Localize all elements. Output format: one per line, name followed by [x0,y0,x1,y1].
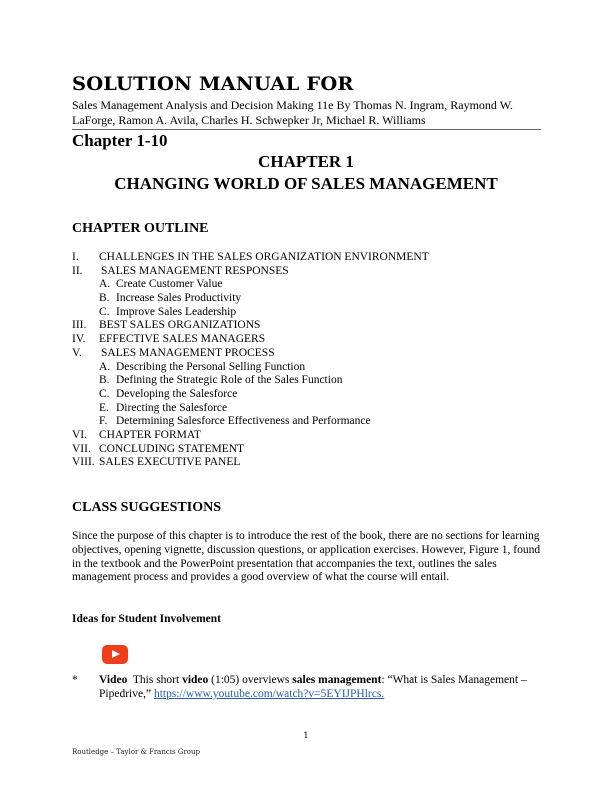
outline-item-number: VIII. [72,456,95,469]
outline-subitem-text: Determining Salesforce Effectiveness and Performance [116,415,371,428]
video-text: (1:05) overviews [208,674,293,686]
class-suggestions-heading: CLASS SUGGESTIONS [72,500,222,515]
outline-item-text: SALES EXECUTIVE PANEL [99,456,241,469]
outline-item-number: II. [72,264,83,277]
outline-subitem [72,278,542,292]
chapter-range: Chapter 1-10 [72,131,168,150]
outline-item [72,251,542,265]
video-text-bold: sales management [292,674,382,686]
video-text: : “What is Sales Management – Pipedrive,” [99,674,527,700]
outline-item [72,333,542,347]
header-divider [72,129,541,130]
outline-item-number: IV. [72,333,86,346]
chapter-outline [72,251,542,470]
outline-item-text: CHAPTER FORMAT [99,428,201,441]
outline-item [72,443,542,457]
outline-subitem-letter: B. [99,292,110,305]
outline-subitem [72,292,542,306]
outline-item-text: EFFECTIVE SALES MANAGERS [99,333,266,346]
outline-item-number: V. [72,346,82,359]
outline-subitem-text: Improve Sales Leadership [116,305,237,318]
outline-item-number: I. [72,251,79,263]
youtube-play-icon[interactable] [102,645,128,664]
outline-subitem-text: Defining the Strategic Role of the Sales Function [116,374,343,387]
book-info: Sales Management Analysis and Decision Making 11e By Thomas N. Ingram, Raymond W. LaForge, Ramon A. Avila, Charles H. Schwepker Jr, Michael R. Williams [72,98,513,127]
outline-item-text: SALES MANAGEMENT RESPONSES [101,264,289,277]
outline-item [72,456,542,470]
outline-item-text: BEST SALES ORGANIZATIONS [99,319,261,332]
outline-subitem-letter: A. [99,360,111,373]
video-text-bold: video [182,674,209,686]
outline-subitem-letter: A. [99,278,111,291]
outline-heading: CHAPTER OUTLINE [72,221,209,236]
chapter-title: CHANGING WORLD OF SALES MANAGEMENT [114,174,498,193]
video-link[interactable]: https://www.youtube.com/watch?v=5EYIJPHlrcs. [153,688,385,700]
outline-item-text: SALES MANAGEMENT PROCESS [101,346,275,359]
outline-item [72,319,542,333]
outline-subitem-text: Increase Sales Productivity [116,292,242,305]
outline-subitem-letter: C. [99,387,110,400]
outline-item-number: VI. [72,428,88,441]
outline-item [72,265,542,279]
outline-item [72,347,542,361]
outline-subitem-letter: C. [99,305,110,318]
video-label: Video [99,674,128,686]
page-number: 1 [303,731,309,741]
outline-item-number: VII. [72,442,91,455]
outline-subitem-text: Developing the Salesforce [116,387,238,400]
outline-subitem-text: Describing the Personal Selling Function [116,360,306,373]
publisher-footer: Routledge – Taylor & Francis Group [72,748,200,756]
class-suggestions-paragraph: Since the purpose of this chapter is to introduce the rest of the book, there are no sections for learning objectives, opening vignette, discussion questions, or application exercises. However, Figure 1, found in the textbook and the PowerPoint presentation that accompanies the text, outlines the sales management process and provides a good overview of what the course will entail. [72,530,541,584]
outline-subitem-text: Create Customer Value [116,278,223,291]
bullet-asterisk: * [72,674,78,686]
outline-item-text: CONCLUDING STATEMENT [99,442,245,455]
outline-subitem-text: Directing the Salesforce [116,401,228,414]
chapter-number: CHAPTER 1 [258,152,354,171]
outline-item-number: III. [72,319,87,332]
outline-item [72,429,542,443]
outline-subitem [72,388,542,402]
video-item [99,673,544,701]
outline-subitem [72,361,542,375]
video-text: This short [127,674,183,686]
outline-subitem-letter: F. [99,415,108,428]
solution-manual-title: SOLUTION MANUAL FOR [72,73,354,95]
ideas-heading: Ideas for Student Involvement [72,613,221,625]
outline-subitem [72,306,542,320]
outline-subitem-letter: B. [99,374,110,387]
outline-subitem [72,402,542,416]
outline-subitem-letter: E. [99,401,109,414]
outline-subitem [72,415,542,429]
outline-subitem [72,374,542,388]
outline-item-text: CHALLENGES IN THE SALES ORGANIZATION ENVIRONMENT [99,251,429,263]
